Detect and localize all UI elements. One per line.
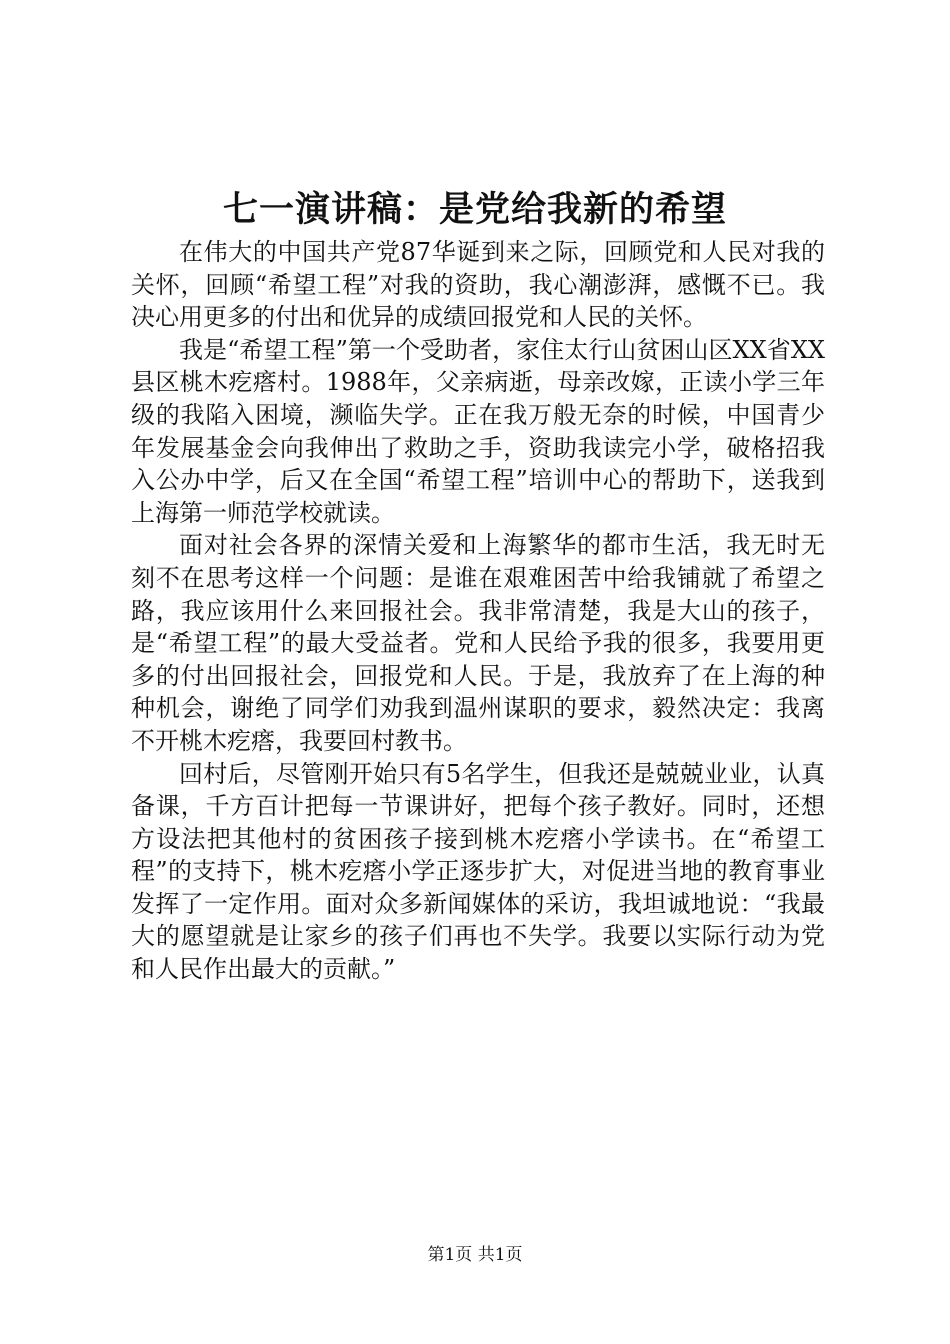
document-title: 七一演讲稿：是党给我新的希望 [222,189,727,230]
paragraph-4: 回村后，尽管刚开始只有5名学生，但我还是兢兢业业，认真备课，千方百计把每一节课讲好，把每个孩子教好。同时，还想方设法把其他村的贫困孩子接到桃木疙瘩小学读书。在“希望工程”的支持下，桃木疙瘩小学正逐步扩大，对促进当地的教育事业发挥了一定作用。面对众多新闻媒体的采访，我坦诚地说：“我最大的愿望就是让家乡的孩子们再也不失学。我要以实际行动为党和人民作出最大的贡献。” [131,759,825,984]
document-body [131,236,825,986]
page-number-footer: 第1页 共1页 [427,1245,523,1265]
paragraph-3: 面对社会各界的深情关爱和上海繁华的都市生活，我无时无刻不在思考这样一个问题：是谁在艰难困苦中给我铺就了希望之路，我应该用什么来回报社会。我非常清楚，我是大山的孩子，是“希望工程”的最大受益者。党和人民给予我的很多，我要用更多的付出回报社会，回报党和人民。于是，我放弃了在上海的种种机会，谢绝了同学们劝我到温州谋职的要求，毅然决定：我离不开桃木疙瘩，我要回村教书。 [131,531,825,755]
paragraph-1: 在伟大的中国共产党87华诞到来之际，回顾党和人民对我的关怀，回顾“希望工程”对我的资助，我心潮澎湃，感慨不已。我决心用更多的付出和优异的成绩回报党和人民的关怀。 [131,238,825,332]
paragraph-2: 我是“希望工程”第一个受助者，家住太行山贫困山区XX省XX县区桃木疙瘩村。1988年，父亲病逝，母亲改嫁，正读小学三年级的我陷入困境，濒临失学。正在我万般无奈的时候，中国青少年发展基金会向我伸出了救助之手，资助我读完小学，破格招我入公办中学，后又在全国“希望工程”培训中心的帮助下，送我到上海第一师范学校就读。 [131,335,825,527]
